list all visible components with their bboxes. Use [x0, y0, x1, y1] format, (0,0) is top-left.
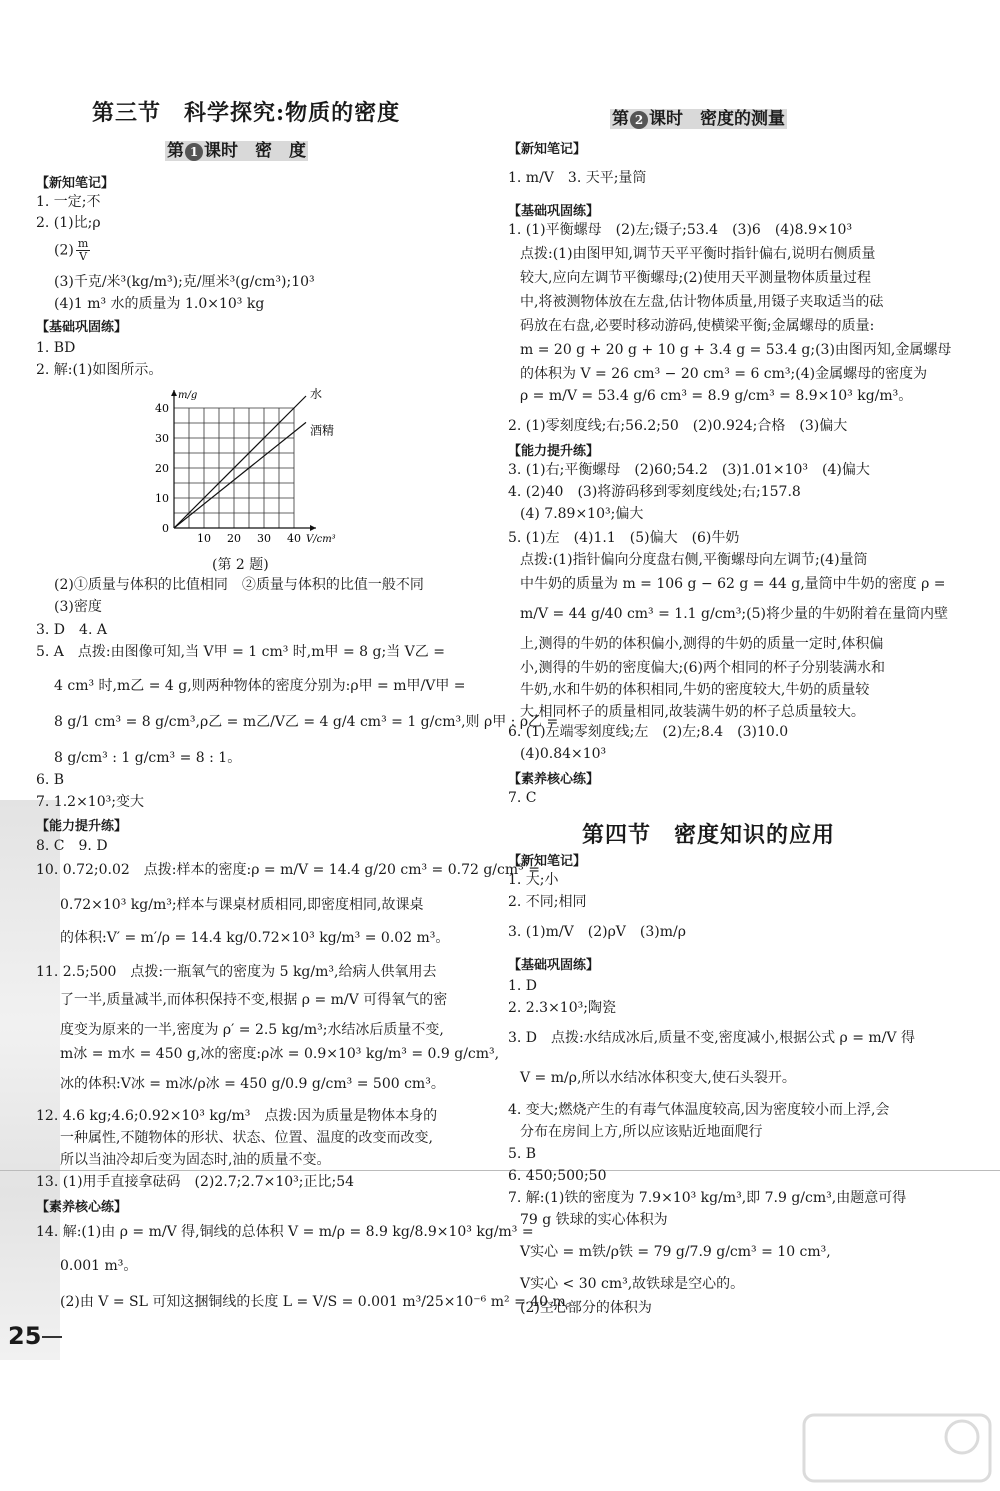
series-label: 酒精 [310, 423, 335, 438]
y-tick-label: 10 [155, 492, 169, 505]
answer-line: (3)千克/米³(kg/m³);克/厘米³(g/cm³);10³ [54, 274, 315, 290]
answer-line: 2. (1)比;ρ [36, 215, 101, 231]
answer-line: 码放在右盘,必要时移动游码,使横梁平衡;金属螺母的质量: [520, 318, 875, 334]
answer-line: 上,测得的牛奶的体积偏小,测得的牛奶的质量一定时,体积偏 [520, 636, 884, 652]
series-label: 水 [310, 387, 323, 401]
x-tick-label: 30 [257, 532, 271, 545]
answer-line: (4)1 m³ 水的质量为 1.0×10³ kg [54, 296, 265, 312]
y-tick-label: 30 [155, 432, 169, 445]
answer-line: 3. D 点拨:水结成冰后,质量不变,密度减小,根据公式 ρ = m/V 得 [508, 1030, 915, 1046]
x-axis-label: V/cm³ [306, 534, 336, 545]
answer-line: 7. 解:(1)铁的密度为 7.9×10³ kg/m³,即 7.9 g/cm³,由题意可得 [508, 1190, 907, 1206]
origin-label: 0 [162, 522, 169, 535]
answer-line: 度变为原来的一半,密度为 ρ′ = 2.5 kg/m³;水结冰后质量不变, [60, 1022, 444, 1038]
answer-line: 4 cm³ 时,m乙 = 4 g,则两种物体的密度分别为:ρ甲 = m甲/V甲 = [54, 678, 466, 694]
answer-line: 大,相同杯子的质量相同,故装满牛奶的杯子总质量较大。 [520, 704, 865, 720]
answer-line: 1. BD [36, 340, 76, 356]
answer-line: 分布在房间上方,所以应该贴近地面爬行 [520, 1124, 763, 1140]
x-tick-label: 20 [227, 532, 241, 545]
answer-line: (4) 7.89×10³;偏大 [520, 506, 644, 522]
answer-line: 1. m/V 3. 天平;量筒 [508, 170, 647, 186]
answer-line: 10. 0.72;0.02 点拨:样本的密度:ρ = m/V = 14.4 g/20 cm³ = 0.72 g/cm³ = [36, 862, 540, 878]
section-title: 第三节 科学探究:物质的密度 [92, 100, 401, 126]
answer-line: 一种属性,不随物体的形状、状态、位置、温度的改变而改变, [60, 1130, 433, 1146]
x-tick-label: 10 [197, 532, 211, 545]
answer-line: 所以当油冷却后变为固态时,油的质量不变。 [60, 1152, 331, 1168]
category-basic: 【基础巩固练】 [508, 204, 600, 219]
lesson-title-2: 第 2 课时 密度的测量 [612, 109, 785, 129]
category-ability: 【能力提升练】 [36, 819, 128, 834]
answer-line: 3. D 4. A [36, 622, 107, 638]
section-title-4: 第四节 密度知识的应用 [582, 822, 836, 848]
answer-line: 0.72×10³ kg/m³;样本与课桌材质相同,即密度相同,故课桌 [60, 897, 424, 913]
answer-line: 6. (1)左端零刻度线;左 (2)左;8.4 (3)10.0 [508, 724, 789, 740]
scan-crease-line [0, 1170, 1000, 1171]
left-margin-watermark [0, 800, 60, 1360]
answer-line: V实心 = m铁/ρ铁 = 79 g/7.9 g/cm³ = 10 cm³, [520, 1244, 831, 1260]
x-tick-label: 40 [287, 532, 301, 545]
answer-line: (2)空心部分的体积为 [520, 1300, 652, 1316]
answer-line: 小,测得的牛奶的密度偏大;(6)两个相同的杯子分别装满水和 [520, 660, 885, 676]
page-number: 25 [8, 1322, 42, 1350]
answer-line: 2. (1)零刻度线;右;56.2;50 (2)0.924;合格 (3)偏大 [508, 418, 848, 434]
answer-line: m/V = 44 g/40 cm³ = 1.1 g/cm³;(5)将少量的牛奶附着在量筒内壁 [520, 606, 948, 622]
answer-line: (2)由 V = SL 可知这捆铜线的长度 L = V/S = 0.001 m³/25×10⁻⁶ m² = 40 m。 [60, 1294, 580, 1310]
answer-line: 4. (2)40 (3)将游码移到零刻度线处;右;157.8 [508, 484, 801, 500]
watermark-logo [802, 1413, 992, 1483]
y-axis-label: m/g [178, 390, 198, 401]
answer-line: 牛奶,水和牛奶的体积相同,牛奶的密度较大,牛奶的质量较 [520, 682, 870, 698]
y-tick-label: 40 [155, 402, 169, 415]
answer-line: 的体积:V′ = m′/ρ = 14.4 kg/0.72×10³ kg/m³ = 0.02 m³。 [60, 930, 450, 946]
answer-line: 3. (1)m/V (2)ρV (3)m/ρ [508, 924, 686, 940]
y-tick-label: 20 [155, 462, 169, 475]
category-basic: 【基础巩固练】 [36, 320, 128, 335]
answer-line: 的体积为 V = 26 cm³ − 20 cm³ = 6 cm³;(4)金属螺母的密度为 [520, 366, 928, 382]
category-core: 【素养核心练】 [508, 772, 600, 787]
answer-line: m冰 = m水 = 450 g,冰的密度:ρ冰 = 0.9×10³ kg/m³ = 0.9 g/cm³, [60, 1046, 500, 1062]
answer-line: (2)①质量与体积的比值相同 ②质量与体积的比值一般不同 [54, 577, 424, 593]
answer-line: 3. (1)右;平衡螺母 (2)60;54.2 (3)1.01×10³ (4)偏大 [508, 462, 870, 478]
answer-line: 8 g/1 cm³ = 8 g/cm³,ρ乙 = m乙/V乙 = 4 g/4 cm³ = 1 g/cm³,则 ρ甲 : ρ乙 = [54, 714, 559, 730]
answer-line: 1. 大;小 [508, 872, 559, 888]
answer-line: 中,将被测物体放在左盘,估计物体质量,用镊子夹取适当的砝 [520, 294, 884, 310]
figure-caption: (第 2 题) [212, 557, 269, 573]
answer-line: 13. (1)用手直接拿砝码 (2)2.7;2.7×10³;正比;54 [36, 1174, 355, 1190]
answer-line: 6. 450;500;50 [508, 1168, 607, 1184]
answer-line: 1. (1)平衡螺母 (2)左;镊子;53.4 (3)6 (4)8.9×10³ [508, 222, 853, 238]
answer-line: ρ = m/V = 53.4 g/6 cm³ = 8.9 g/cm³ = 8.9×10³ kg/m³。 [520, 388, 913, 404]
answer-line: 中牛奶的质量为 m = 106 g − 62 g = 44 g,量筒中牛奶的密度 ρ = [520, 576, 946, 592]
answer-line: 8. C 9. D [36, 838, 108, 854]
x-axis-arrow [310, 525, 316, 531]
answer-line: (3)密度 [54, 599, 102, 615]
answer-line: 了一半,质量减半,而体积保持不变,根据 ρ = m/V 可得氧气的密 [60, 992, 448, 1008]
lesson-title: 第 1 课时 密 度 [167, 141, 306, 161]
answer-line: 79 g 铁球的实心体积为 [520, 1212, 668, 1228]
answer-line: 12. 4.6 kg;4.6;0.92×10³ kg/m³ 点拨:因为质量是物体本身的 [36, 1108, 438, 1124]
answer-line: V实心 < 30 cm³,故铁球是空心的。 [520, 1276, 745, 1292]
category-ability: 【能力提升练】 [508, 444, 600, 459]
answer-line: 1. D [508, 978, 538, 994]
answer-line: 2. 不同;相同 [508, 894, 587, 910]
answer-line: 8 g/cm³ : 1 g/cm³ = 8 : 1。 [54, 750, 242, 766]
answer-line: 6. B [36, 772, 65, 788]
answer-line-fraction: (2) $\frac{m}{V}$ [54, 237, 89, 263]
answer-line: 点拨:(1)指针偏向分度盘右侧,平衡螺母向左调节;(4)量筒 [520, 552, 868, 568]
answer-line: V = m/ρ,所以水结冰体积变大,使石头裂开。 [520, 1070, 796, 1086]
answer-line: 14. 解:(1)由 ρ = m/V 得,铜线的总体积 V = m/ρ = 8.9 kg/8.9×10³ kg/m³ = [36, 1224, 534, 1240]
answer-line: 冰的体积:V冰 = m冰/ρ冰 = 450 g/0.9 g/cm³ = 500 cm³。 [60, 1076, 445, 1092]
answer-line: m = 20 g + 20 g + 10 g + 3.4 g = 53.4 g;(3)由图丙知,金属螺母 [520, 342, 952, 358]
answer-line: (4)0.84×10³ [520, 746, 607, 762]
answer-line: 7. C [508, 790, 537, 806]
answer-line: 5. B [508, 1146, 537, 1162]
series-line [174, 396, 306, 528]
answer-line: 2. 解:(1)如图所示。 [36, 362, 163, 378]
answer-line: 5. (1)左 (4)1.1 (5)偏大 (6)牛奶 [508, 530, 740, 546]
answer-line: 2. 2.3×10³;陶瓷 [508, 1000, 616, 1016]
answer-line: 0.001 m³。 [60, 1258, 138, 1274]
category-basic: 【基础巩固练】 [508, 958, 600, 973]
answer-line: 点拨:(1)由图甲知,调节天平平衡时指针偏右,说明右侧质量 [520, 246, 876, 262]
category-new-notes: 【新知笔记】 [508, 854, 587, 869]
answer-line: 7. 1.2×10³;变大 [36, 794, 144, 810]
answer-line: 4. 变大;燃烧产生的有毒气体温度较高,因为密度较小而上浮,会 [508, 1102, 890, 1118]
page-number-rule [42, 1336, 62, 1338]
category-new-notes: 【新知笔记】 [36, 176, 115, 191]
answer-line: 11. 2.5;500 点拨:一瓶氧气的密度为 5 kg/m³,给病人供氧用去 [36, 964, 437, 980]
answer-line: 1. 一定;不 [36, 194, 101, 210]
mass-volume-chart [150, 378, 360, 556]
answer-line: 较大,应向左调节平衡螺母;(2)使用天平测量物体质量过程 [520, 270, 871, 286]
category-core: 【素养核心练】 [36, 1200, 128, 1215]
category-new-notes: 【新知笔记】 [508, 142, 587, 157]
y-axis-arrow [171, 390, 177, 396]
answer-line: 5. A 点拨:由图像可知,当 V甲 = 1 cm³ 时,m甲 = 8 g;当 V乙 = [36, 644, 445, 660]
